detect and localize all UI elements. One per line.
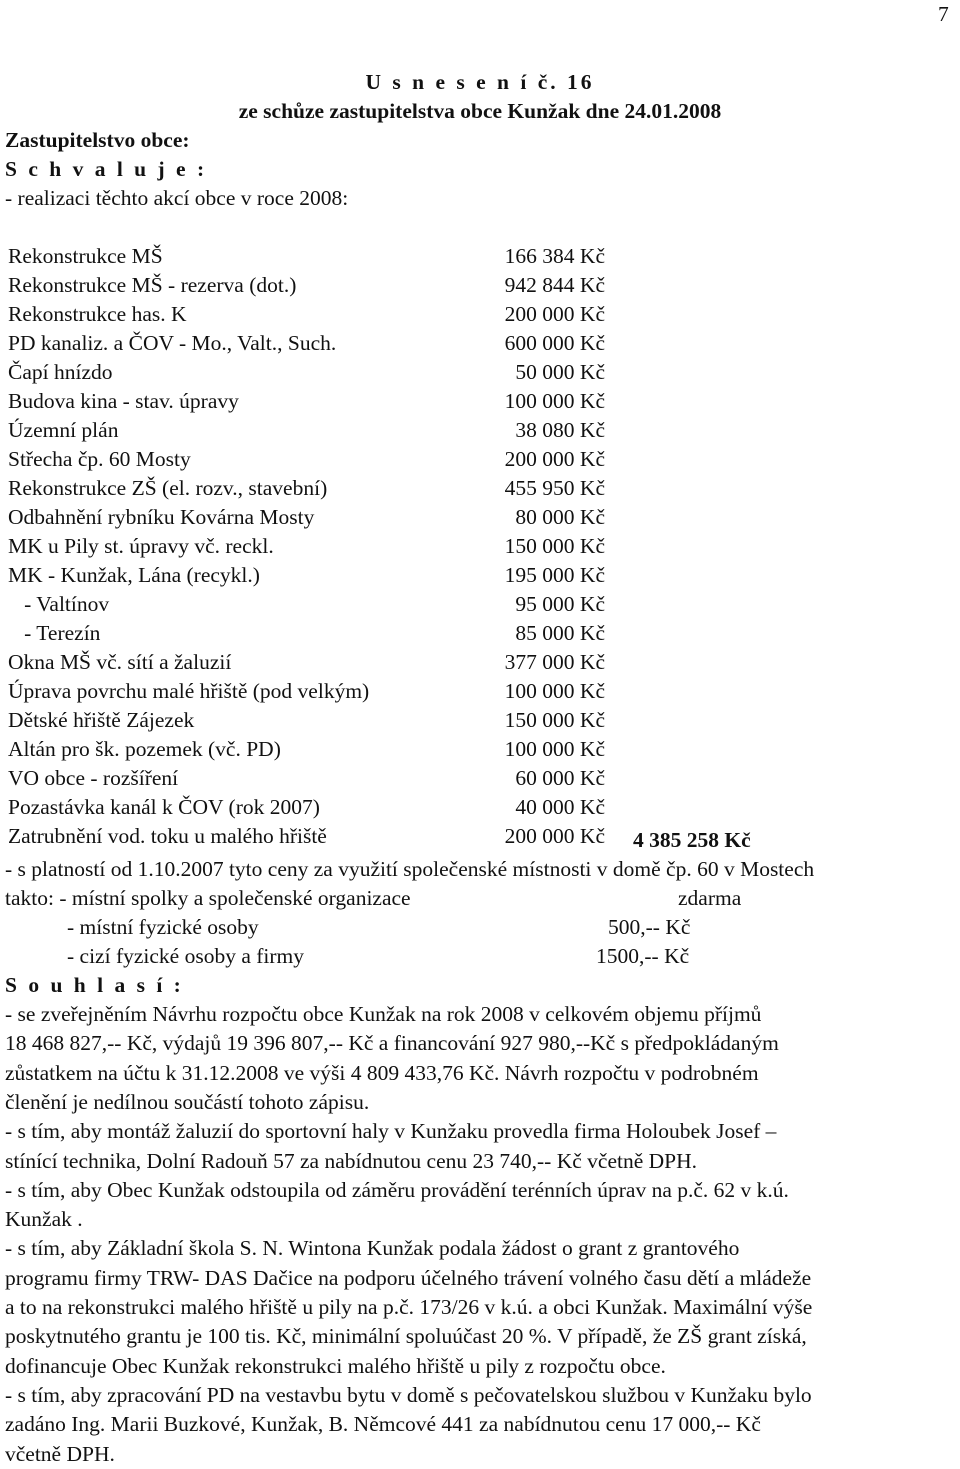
project-name: PD kanaliz. a ČOV - Mo., Valt., Such. <box>8 331 337 355</box>
agrees-line: zadáno Ing. Marii Buzkové, Kunžak, B. Němcové 441 za nabídnutou cenu 17 000,-- Kč <box>5 1412 761 1437</box>
project-amount: 100 000 Kč <box>504 389 605 413</box>
project-name: Altán pro šk. pozemek (vč. PD) <box>8 737 281 761</box>
project-amount: 100 000 Kč <box>504 737 605 761</box>
project-name: VO obce - rozšíření <box>8 766 179 790</box>
approves-intro: - realizaci těchto akcí obce v roce 2008: <box>5 186 349 210</box>
project-name: Pozastávka kanál k ČOV (rok 2007) <box>8 795 320 819</box>
price-value-spolky: zdarma <box>678 886 742 910</box>
agrees-line: poskytnutého grantu je 100 tis. Kč, minimální spoluúčast 20 %. V případě, že ZŠ grant získá, <box>5 1324 807 1349</box>
project-name: Rekonstrukce ZŠ (el. rozv., stavební) <box>8 476 328 500</box>
agrees-line: - s tím, aby zpracování PD na vestavbu bytu v domě s pečovatelskou službou v Kunžaku bylo <box>5 1382 812 1407</box>
resolution-title: U s n e s e n í č. 16 <box>365 70 595 94</box>
project-amount: 60 000 Kč <box>515 766 605 790</box>
project-amount: 455 950 Kč <box>504 476 605 500</box>
agrees-line: členění je nedílnou součástí tohoto zápisu. <box>5 1089 370 1114</box>
council-heading: Zastupitelstvo obce: <box>5 128 190 152</box>
project-amount: 150 000 Kč <box>504 708 605 732</box>
agrees-line: - s tím, aby montáž žaluzií do sportovní haly v Kunžaku provedla firma Holoubek Josef – <box>5 1119 777 1144</box>
agrees-line: včetně DPH. <box>5 1441 115 1466</box>
project-amount: 377 000 Kč <box>504 650 605 674</box>
project-amount: 195 000 Kč <box>504 563 605 587</box>
project-amount: 40 000 Kč <box>515 795 605 819</box>
agrees-line: stínící technika, Dolní Radouň 57 za nabídnutou cenu 23 740,-- Kč včetně DPH. <box>5 1148 698 1173</box>
project-name: Zatrubnění vod. toku u malého hřiště <box>8 824 327 848</box>
project-amount: 100 000 Kč <box>504 679 605 703</box>
price-value-cizi: 1500,-- Kč <box>596 944 690 968</box>
project-amount: 150 000 Kč <box>504 534 605 558</box>
prices-intro: - s platností od 1.10.2007 tyto ceny za využití společenské místnosti v domě čp. 60 v Mostech <box>5 857 815 881</box>
price-label-mistni: - místní fyzické osoby <box>67 915 259 939</box>
project-amount: 200 000 Kč <box>504 447 605 471</box>
project-amount: 600 000 Kč <box>504 331 605 355</box>
projects-total: 4 385 258 Kč <box>633 828 751 852</box>
project-name: Odbahnění rybníku Kovárna Mosty <box>8 505 315 529</box>
agrees-line: programu firmy TRW- DAS Dačice na podporu účelného trávení volného času dětí a mládeže <box>5 1265 812 1290</box>
agrees-heading: S o u h l a s í : <box>5 973 184 997</box>
project-name: Úprava povrchu malé hřiště (pod velkým) <box>8 679 370 703</box>
project-name: - Valtínov <box>8 592 110 616</box>
agrees-line: 18 468 827,-- Kč, výdajů 19 396 807,-- Kč a financování 927 980,--Kč s předpokládaným <box>5 1031 779 1056</box>
project-amount: 80 000 Kč <box>515 505 605 529</box>
project-name: Územní plán <box>8 418 119 442</box>
agrees-line: - s tím, aby Základní škola S. N. Wintona Kunžak podala žádost o grant z grantového <box>5 1236 740 1261</box>
project-name: Čapí hnízdo <box>8 360 113 384</box>
project-amount: 95 000 Kč <box>515 592 605 616</box>
project-amount: 166 384 Kč <box>504 244 605 268</box>
approves-heading: S c h v a l u j e : <box>5 157 208 181</box>
price-value-mistni: 500,-- Kč <box>608 915 691 939</box>
project-name: Střecha čp. 60 Mosty <box>8 447 191 471</box>
price-label-spolky: takto: - místní spolky a společenské organizace <box>5 886 411 910</box>
project-name: Dětské hřiště Zájezek <box>8 708 195 732</box>
agrees-line: Kunžak . <box>5 1207 83 1232</box>
project-amount: 200 000 Kč <box>504 824 605 848</box>
project-name: Rekonstrukce MŠ <box>8 244 163 268</box>
project-name: Rekonstrukce has. K <box>8 302 187 326</box>
project-name: MK - Kunžak, Lána (recykl.) <box>8 563 260 587</box>
project-name: Budova kina - stav. úpravy <box>8 389 239 413</box>
project-amount: 200 000 Kč <box>504 302 605 326</box>
project-amount: 50 000 Kč <box>515 360 605 384</box>
project-amount: 942 844 Kč <box>504 273 605 297</box>
project-name: Okna MŠ vč. sítí a žaluzií <box>8 650 232 674</box>
project-amount: 38 080 Kč <box>515 418 605 442</box>
agrees-line: a to na rekonstrukci malého hřiště u pily na p.č. 173/26 v k.ú. a obci Kunžak. Maximální výše <box>5 1295 813 1319</box>
resolution-subtitle: ze schůze zastupitelstva obce Kunžak dne 24.01.2008 <box>238 99 722 123</box>
project-amount: 85 000 Kč <box>515 621 605 645</box>
page-number: 7 <box>938 2 949 26</box>
project-name: - Terezín <box>8 621 101 645</box>
project-name: Rekonstrukce MŠ - rezerva (dot.) <box>8 273 297 297</box>
price-label-cizi: - cizí fyzické osoby a firmy <box>67 944 305 968</box>
agrees-line: dofinancuje Obec Kunžak rekonstrukci malého hřiště u pily z rozpočtu obce. <box>5 1353 666 1378</box>
agrees-line: zůstatkem na účtu k 31.12.2008 ve výši 4 809 433,76 Kč. Návrh rozpočtu v podrobném <box>5 1060 759 1085</box>
agrees-line: - se zveřejněním Návrhu rozpočtu obce Kunžak na rok 2008 v celkovém objemu příjmů <box>5 1002 762 1026</box>
agrees-line: - s tím, aby Obec Kunžak odstoupila od záměru provádění terénních úprav na p.č. 62 v k.ú. <box>5 1177 789 1202</box>
project-name: MK u Pily st. úpravy vč. reckl. <box>8 534 274 558</box>
